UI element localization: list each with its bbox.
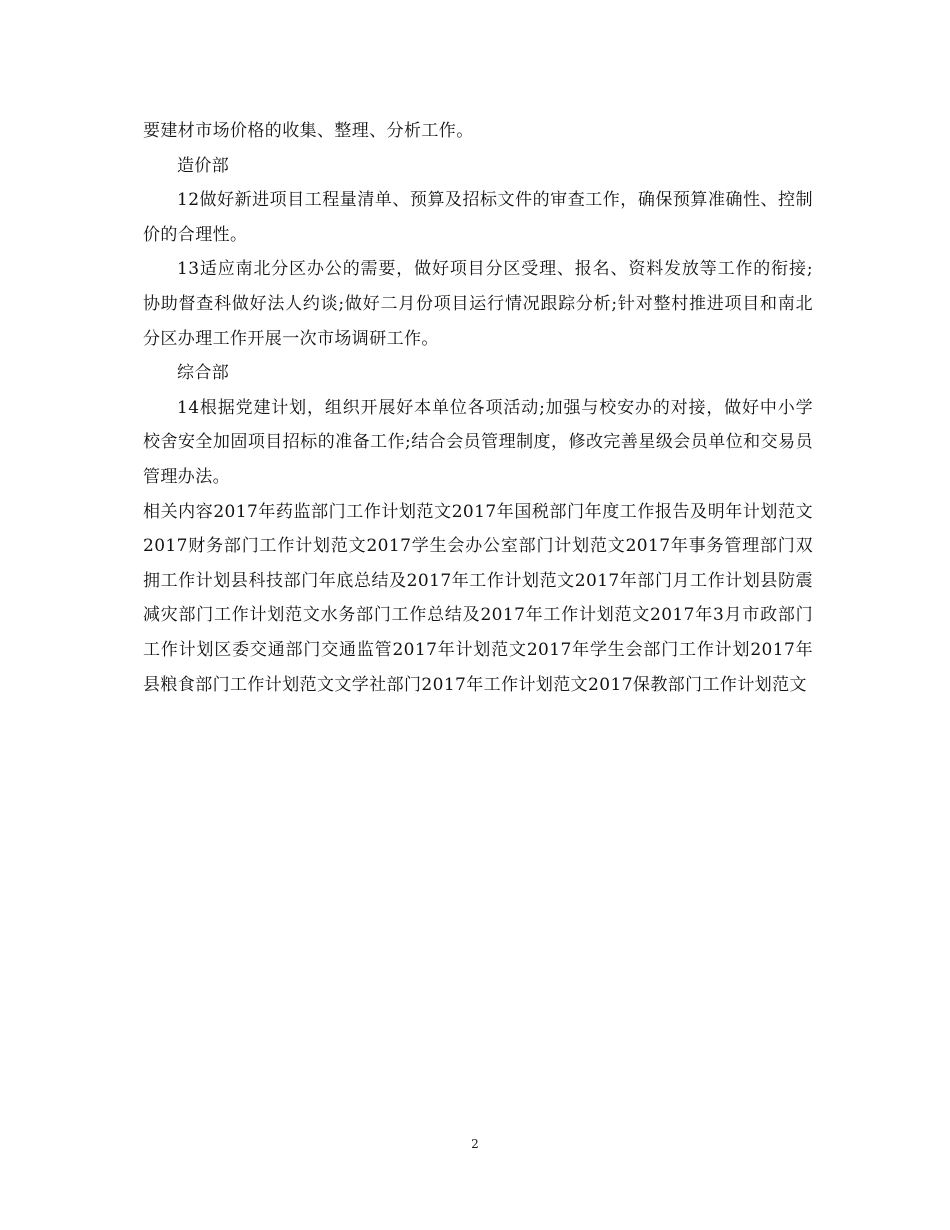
paragraph-item-14: 14根据党建计划，组织开展好本单位各项活动;加强与校安办的对接，做好中小学校舍安全加固项目招标的准备工作;结合会员管理制度，修改完善星级会员单位和交易员管理办法。: [143, 397, 813, 487]
document-body: [143, 114, 813, 702]
paragraph-continuation: 要建材市场价格的收集、整理、分析工作。: [143, 121, 474, 141]
paragraph-item-12: 12做好新进项目工程量清单、预算及招标文件的审查工作，确保预算准确性、控制价的合理性。: [143, 190, 813, 245]
paragraph-item-13: 13适应南北分区办公的需要，做好项目分区受理、报名、资料发放等工作的衔接;协助督查科做好法人约谈;做好二月份项目运行情况跟踪分析;针对整村推进项目和南北分区办理工作开展一次市场调研工作。: [143, 259, 813, 349]
page-number: 2: [471, 1137, 479, 1151]
section-heading-cost: 造价部: [177, 155, 230, 176]
section-heading-general: 综合部: [177, 363, 230, 384]
related-content: 相关内容2017年药监部门工作计划范文2017年国税部门年度工作报告及明年计划范文2017财务部门工作计划范文2017学生会办公室部门计划范文2017年事务管理部门双拥工作计划县科技部门年底总结及2017年工作计划范文2017年部门月工作计划县防震减灾部门工作计划范文水务部门工作总结及2017年工作计划范文2017年3月市政部门工作计划区委交通部门交通监管2017年计划范文2017年学生会部门工作计划2017年县粮食部门工作计划范文文学社部门2017年工作计划范文2017保教部门工作计划范文: [143, 501, 813, 695]
